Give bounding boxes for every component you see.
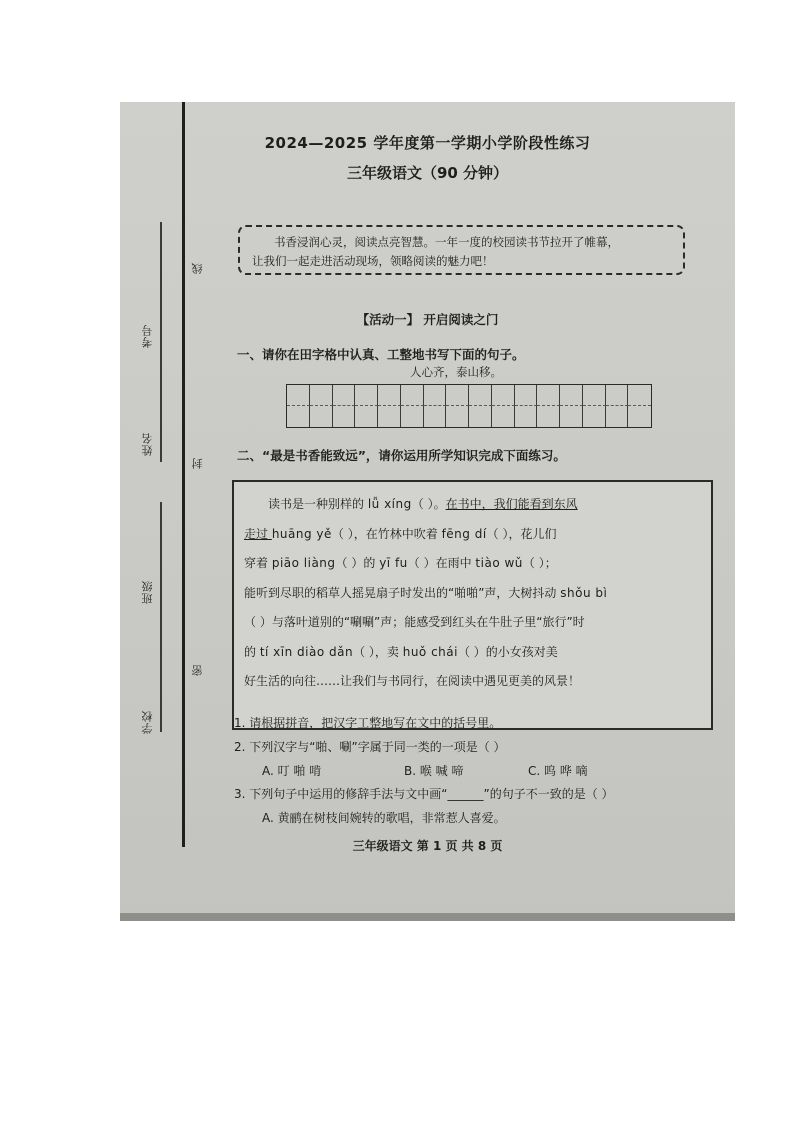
grid-cell[interactable] xyxy=(515,406,538,427)
page-footer: 三年级语文 第 1 页 共 8 页 xyxy=(352,839,503,853)
question-2-prompt: 二、“最是书香能致远”，请你运用所学知识完成下面练习。 xyxy=(237,448,566,463)
answer-blank[interactable]: （ ），花儿们 xyxy=(486,526,557,541)
grid-cell[interactable] xyxy=(583,406,606,427)
seal-mark-secret: 密 xyxy=(191,664,204,676)
pinyin-prompt: piāo liàng xyxy=(271,556,336,570)
grid-cell[interactable] xyxy=(606,385,629,406)
passage-line: 的 tí xīn diào dǎn（ ），卖 huǒ chái（ ）的小女孩对美 xyxy=(244,644,558,659)
answer-blank[interactable]: （ ），在竹林中吹着 xyxy=(331,526,442,541)
grid-cell[interactable] xyxy=(492,406,515,427)
grid-cell[interactable] xyxy=(424,385,447,406)
class-label: 班级 xyxy=(141,580,154,604)
passage-line: 走过 huāng yě（ ），在竹林中吹着 fēng dí（ ），花儿们 xyxy=(244,526,557,541)
question-1-prompt: 一、请你在田字格中认真、工整地书写下面的句子。 xyxy=(237,347,525,362)
passage-line xyxy=(244,608,701,638)
grid-cell[interactable] xyxy=(287,406,310,427)
answer-blank[interactable]: （ ）在雨中 xyxy=(407,556,476,570)
answer-blank[interactable]: （ ），卖 xyxy=(353,644,403,659)
pinyin-prompt: tiào wǔ xyxy=(475,556,523,570)
grid-cell[interactable] xyxy=(355,385,378,406)
grid-cell[interactable] xyxy=(560,406,583,427)
answer-blank[interactable]: （ ）。 xyxy=(411,497,446,511)
intro-line-1: 书香浸润心灵，阅读点亮智慧。一年一度的校园读书节拉开了帷幕， xyxy=(274,235,619,249)
grid-cell[interactable] xyxy=(492,385,515,406)
passage-line: 读书是一种别样的 lǚ xíng（ ）。在书中，我们能看到东风 xyxy=(268,497,578,511)
exam-paper-photo xyxy=(120,102,735,921)
page-subtitle: 三年级语文（90 分钟） xyxy=(346,164,509,182)
pinyin-prompt: yī fu xyxy=(379,556,408,570)
grid-cell[interactable] xyxy=(401,406,424,427)
reading-passage xyxy=(232,480,713,730)
pinyin-prompt: lǚ xíng xyxy=(367,497,412,511)
seal-mark-seal: 封 xyxy=(191,457,204,469)
grid-cell[interactable] xyxy=(515,385,538,406)
grid-cell[interactable] xyxy=(378,406,401,427)
page-title: 2024—2025 学年度第一学期小学阶段性练习 xyxy=(264,134,591,152)
sub-question-3-option-a[interactable]: A. 黄鹂在树枝间婉转的歌唱，非常惹人喜爱。 xyxy=(262,811,506,825)
grid-cell[interactable] xyxy=(606,406,629,427)
binding-field-rule xyxy=(160,502,162,732)
question-1-sentence: 人心齐，泰山移。 xyxy=(410,365,502,379)
grid-cell[interactable] xyxy=(378,385,401,406)
pinyin-prompt: huāng yě xyxy=(271,526,332,541)
exam-no-label: 考号 xyxy=(141,324,154,348)
seal-mark-line: 线 xyxy=(191,262,204,274)
grid-cell[interactable] xyxy=(628,406,651,427)
grid-cell[interactable] xyxy=(355,406,378,427)
intro-line-2: 让我们一起走进活动现场，领略阅读的魅力吧！ xyxy=(252,254,494,268)
grid-cell[interactable] xyxy=(401,385,424,406)
photo-edge xyxy=(120,913,735,921)
answer-blank[interactable]: （ ）与落叶道别的“唰唰”声；能感受到红头在牛肚子里“旅行”时 xyxy=(244,615,585,629)
grid-cell[interactable] xyxy=(537,406,560,427)
grid-cell[interactable] xyxy=(287,385,310,406)
pinyin-prompt: shǒu bì xyxy=(560,585,608,600)
option-c[interactable]: C. 呜 哗 嘀 xyxy=(528,764,588,778)
grid-cell[interactable] xyxy=(446,406,469,427)
grid-cell[interactable] xyxy=(310,385,333,406)
grid-cell[interactable] xyxy=(628,385,651,406)
sub-question-2: 2. 下列汉字与“啪、唰”字属于同一类的一项是（ ） xyxy=(234,740,506,754)
answer-blank[interactable]: （ ）的 xyxy=(335,556,380,570)
sub-question-3: 3. 下列句子中运用的修辞手法与文中画“______”的句子不一致的是（ ） xyxy=(234,787,614,801)
name-label: 姓名 xyxy=(141,432,154,456)
grid-cell[interactable] xyxy=(333,406,356,427)
option-b[interactable]: B. 喉 喊 啼 xyxy=(404,764,464,778)
pinyin-prompt: tí xīn diào dǎn xyxy=(259,644,354,659)
sub-question-1: 1. 请根据拼音，把汉字工整地写在文中的括号里。 xyxy=(234,716,502,730)
pinyin-prompt: huǒ chái xyxy=(402,644,458,659)
grid-cell[interactable] xyxy=(469,385,492,406)
answer-blank[interactable]: （ ）； xyxy=(522,556,557,570)
passage-line: 能听到尽职的稻草人摇晃扇子时发出的“啪啪”声，大树抖动 shǒu bì xyxy=(244,585,608,600)
passage-line: 好生活的向往……让我们与书同行，在阅读中遇见更美的风景！ xyxy=(244,674,581,688)
grid-cell[interactable] xyxy=(537,385,560,406)
binding-line xyxy=(182,102,185,847)
grid-cell[interactable] xyxy=(446,385,469,406)
grid-cell[interactable] xyxy=(310,406,333,427)
grid-cell[interactable] xyxy=(560,385,583,406)
intro-box xyxy=(238,225,685,275)
passage-line: 穿着 piāo liàng（ ）的 yī fu（ ）在雨中 tiào wǔ（ ）； xyxy=(244,556,557,570)
grid-cell[interactable] xyxy=(333,385,356,406)
school-label: 学校 xyxy=(141,710,154,734)
grid-cell[interactable] xyxy=(424,406,447,427)
binding-field-rule xyxy=(160,222,162,462)
activity-heading: 【活动一】 开启阅读之门 xyxy=(356,312,499,327)
answer-blank[interactable]: （ ）的小女孩对美 xyxy=(457,644,558,659)
option-a[interactable]: A. 叮 啪 啃 xyxy=(262,764,322,778)
grid-cell[interactable] xyxy=(469,406,492,427)
pinyin-prompt: fēng dí xyxy=(441,526,487,541)
tianzige-writing-grid[interactable] xyxy=(286,384,652,428)
grid-cell[interactable] xyxy=(583,385,606,406)
